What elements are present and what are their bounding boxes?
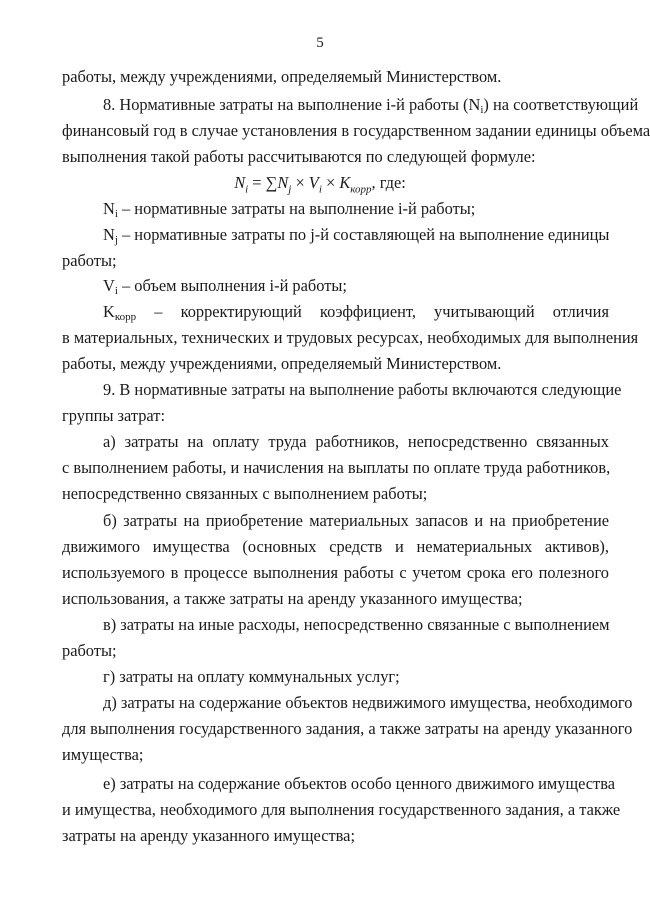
formula-tail: , где: (371, 173, 406, 192)
text-line: для выполнения государственного задания, а также затраты на аренду указанного (62, 719, 633, 738)
text-line: работы; (62, 641, 117, 660)
text-line: Nj – нормативные затраты по j-й составляющей на выполнение единицы (103, 225, 610, 246)
text-line: с выполнением работы, и начисления на выплаты по оплате труда работников, (62, 458, 611, 477)
text-line: финансовый год в случае установления в государственном задании единицы объема (62, 121, 650, 140)
formula (0, 173, 640, 195)
text-line: затраты на аренду указанного имущества; (62, 826, 356, 845)
text-line: д) затраты на содержание объектов недвижимого имущества, необходимого (103, 693, 633, 712)
formula-equals: = (248, 173, 266, 192)
text-line: работы; (62, 251, 117, 270)
text-line: непосредственно связанных с выполнением работы; (62, 484, 428, 503)
text-line: движимого имущества (основных средств и нематериальных активов), (62, 537, 609, 556)
text-line: работы, между учреждениями, определяемый Министерством. (62, 354, 502, 373)
text-line: использования, а также затраты на аренду указанного имущества; (62, 589, 523, 608)
text-line: Vi – объем выполнения i-й работы; (103, 276, 347, 297)
text-line: г) затраты на оплату коммунальных услуг; (103, 667, 400, 686)
text-line: 8. Нормативные затраты на выполнение i-й работы (Ni) на соответствующий (103, 95, 639, 116)
text-line: Kкорр – корректирующий коэффициент, учитывающий отличия (103, 302, 609, 323)
formula-sum: $\sum N_j$ (265, 173, 292, 196)
formula-times-2: × (321, 173, 340, 192)
text-line: в материальных, технических и трудовых ресурсах, необходимых для выполнения (62, 328, 639, 347)
text-line: работы, между учреждениями, определяемый Министерством. (62, 67, 502, 86)
text-line: и имущества, необходимого для выполнения государственного задания, а также (62, 800, 621, 819)
text-line: используемого в процессе выполнения работы с учетом срока его полезного (62, 563, 609, 582)
text-line: выполнения такой работы рассчитываются по следующей формуле: (62, 147, 536, 166)
formula-k: $K_{корр}$ (339, 173, 372, 196)
text-line: имущества; (62, 745, 144, 764)
text-line: группы затрат: (62, 406, 166, 425)
text-line: Ni – нормативные затраты на выполнение i-й работы; (103, 199, 476, 220)
formula-times-1: × (291, 173, 309, 192)
text-line: в) затраты на иные расходы, непосредственно связанные с выполнением (103, 615, 610, 634)
formula-v: $V_i$ (308, 173, 322, 196)
page-number: 5 (316, 35, 324, 51)
text-line: е) затраты на содержание объектов особо ценного движимого имущества (103, 774, 616, 793)
formula-lhs: $N_i$ (234, 173, 249, 196)
text-line: б) затраты на приобретение материальных запасов и на приобретение (103, 511, 609, 530)
text-line: а) затраты на оплату труда работников, непосредственно связанных (103, 432, 609, 451)
text-line: 9. В нормативные затраты на выполнение работы включаются следующие (103, 380, 622, 399)
